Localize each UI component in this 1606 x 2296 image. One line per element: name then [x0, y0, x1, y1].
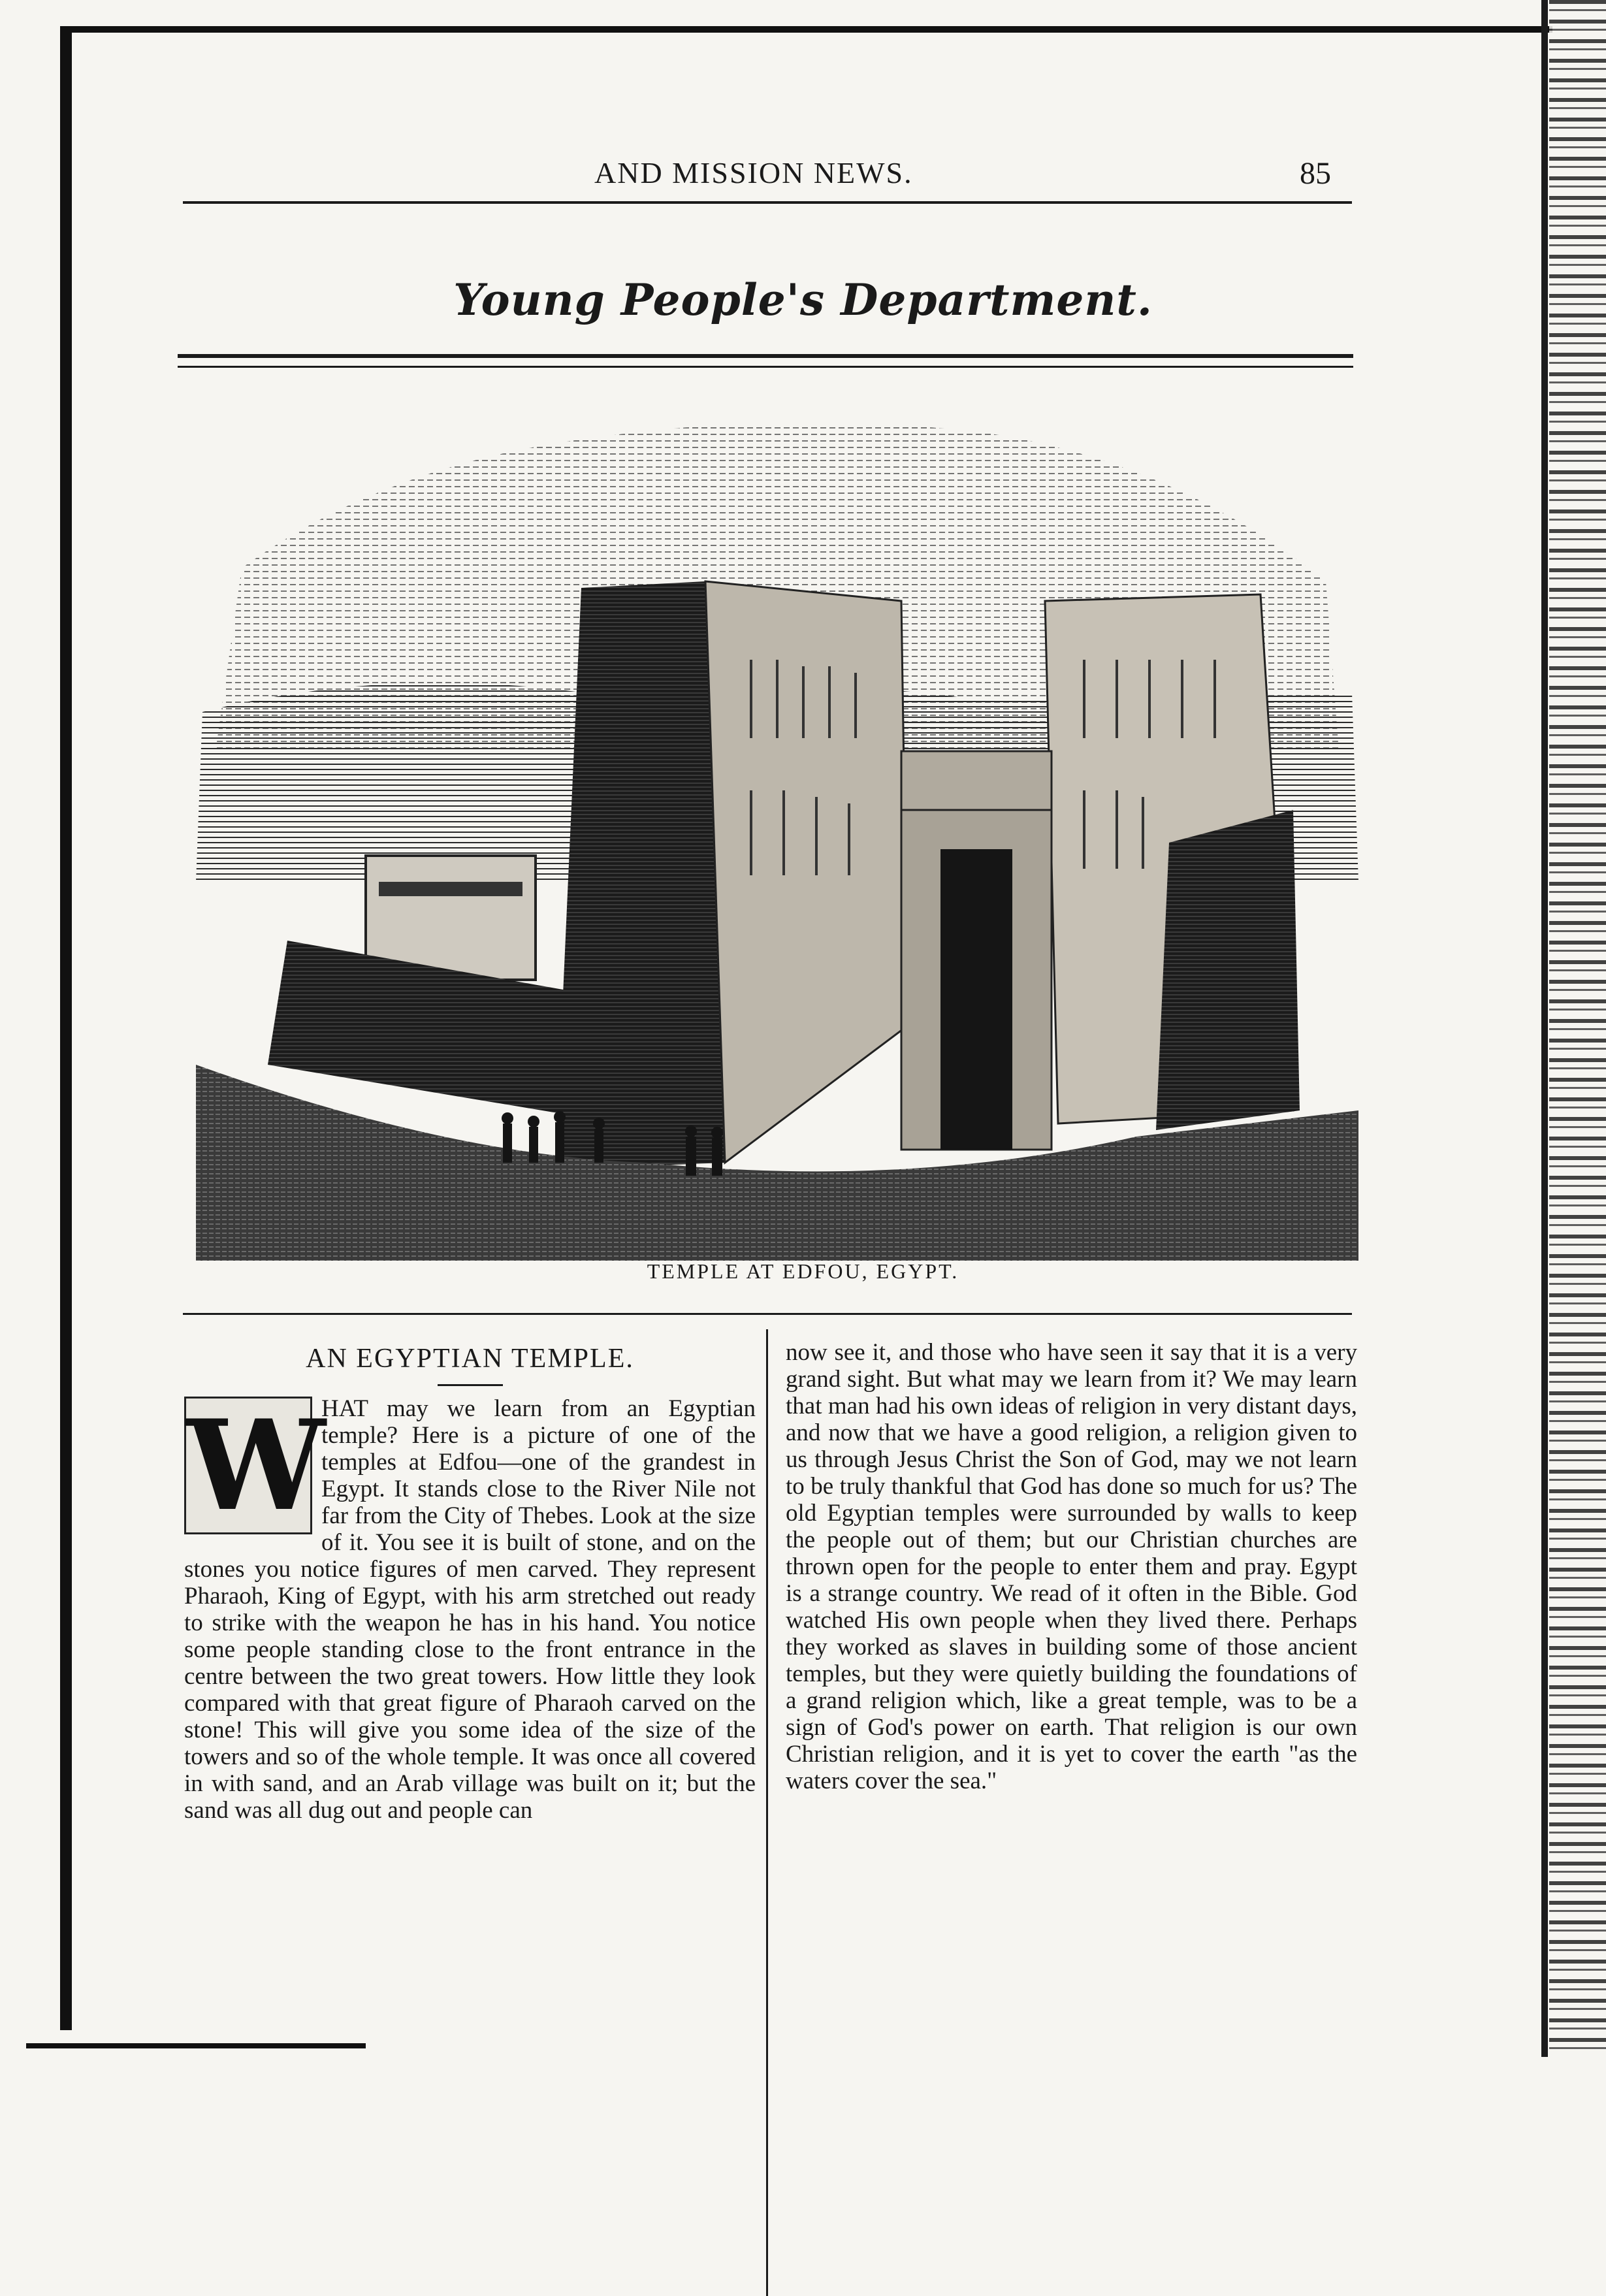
bottom-border-mark [26, 2043, 366, 2048]
section-rule-top [178, 354, 1353, 358]
page-number: 85 [1300, 156, 1331, 191]
page-left-border [60, 31, 72, 2030]
right-pylon-shadow [1156, 810, 1300, 1130]
running-title: AND MISSION NEWS. [594, 156, 913, 189]
article-text-left: HAT may we learn from an Egyptian temple? Here is a picture of one of the temples at Edfou—one of the grandest in Egypt. It stands close to the River Nile not far from the City of Thebes. Look at the size of it. You see it is built of stone, and on the stones you notice figures of men carved. They represent Pharaoh, King of Egypt, with his arm stretched out ready to strike with the weapon he has in his hand. You notice some people standing close to the front entrance in the centre between the two great towers. How little they look compared with that great figure of Pharaoh carved on the stone! This will give you some idea of the size of the towers and so of the whole temple. It was once all covered in with sand, and an Arab village was built on it; but the sand was all dug out and people can [184, 1395, 756, 1824]
illustration-caption: TEMPLE AT EDFOU, EGYPT. [647, 1259, 959, 1283]
gateway-lintel [901, 751, 1052, 810]
header-rule [183, 201, 1352, 204]
gateway-entrance [940, 849, 1012, 1150]
decorative-initial [184, 1393, 326, 1538]
temple-engraving-svg [189, 385, 1365, 1261]
section-title: Young People's Department. [453, 274, 1153, 325]
article-title: AN EGYPTIAN TEMPLE. [306, 1344, 634, 1374]
left-pylon-face [705, 581, 908, 1163]
article-text-right: now see it, and those who have seen it say that it is a very grand sight. But what may we learn from it? We may learn that man had his own ideas of religion in very distant days, and now that we have a good religion, a religion given to us through Jesus Christ the Son of God, may we not learn to be truly thankful that God has done so much for us? The old Egyptian temples were surrounded by walls to keep the people out of them; but our Christian churches are thrown open for the people to enter them and pray. Egypt is a strange country. We read of it often in the Bible. God watched His own people when they lived there. Perhaps they worked as slaves in building some of those ancient temples, but they were quietly building the foundations of a grand religion which, like a great temple, was to be a sign of God's power on earth. That religion is our own Christian religion, and it is yet to cover the earth "as the waters cover the sea." [786, 1339, 1357, 1794]
side-building-band [379, 882, 522, 896]
caption-rule [183, 1313, 1352, 1315]
temple-engraving [189, 385, 1365, 1261]
title-underline [438, 1384, 503, 1386]
article-column-left [184, 1339, 756, 1824]
page-top-border [60, 26, 1552, 33]
section-rule-bottom [178, 366, 1353, 368]
drop-cap-letter: W [186, 1393, 326, 1538]
article-column-right [786, 1339, 1357, 1794]
column-divider [766, 1329, 768, 2296]
running-head [183, 155, 1358, 195]
left-pylon-tower [555, 581, 725, 1169]
